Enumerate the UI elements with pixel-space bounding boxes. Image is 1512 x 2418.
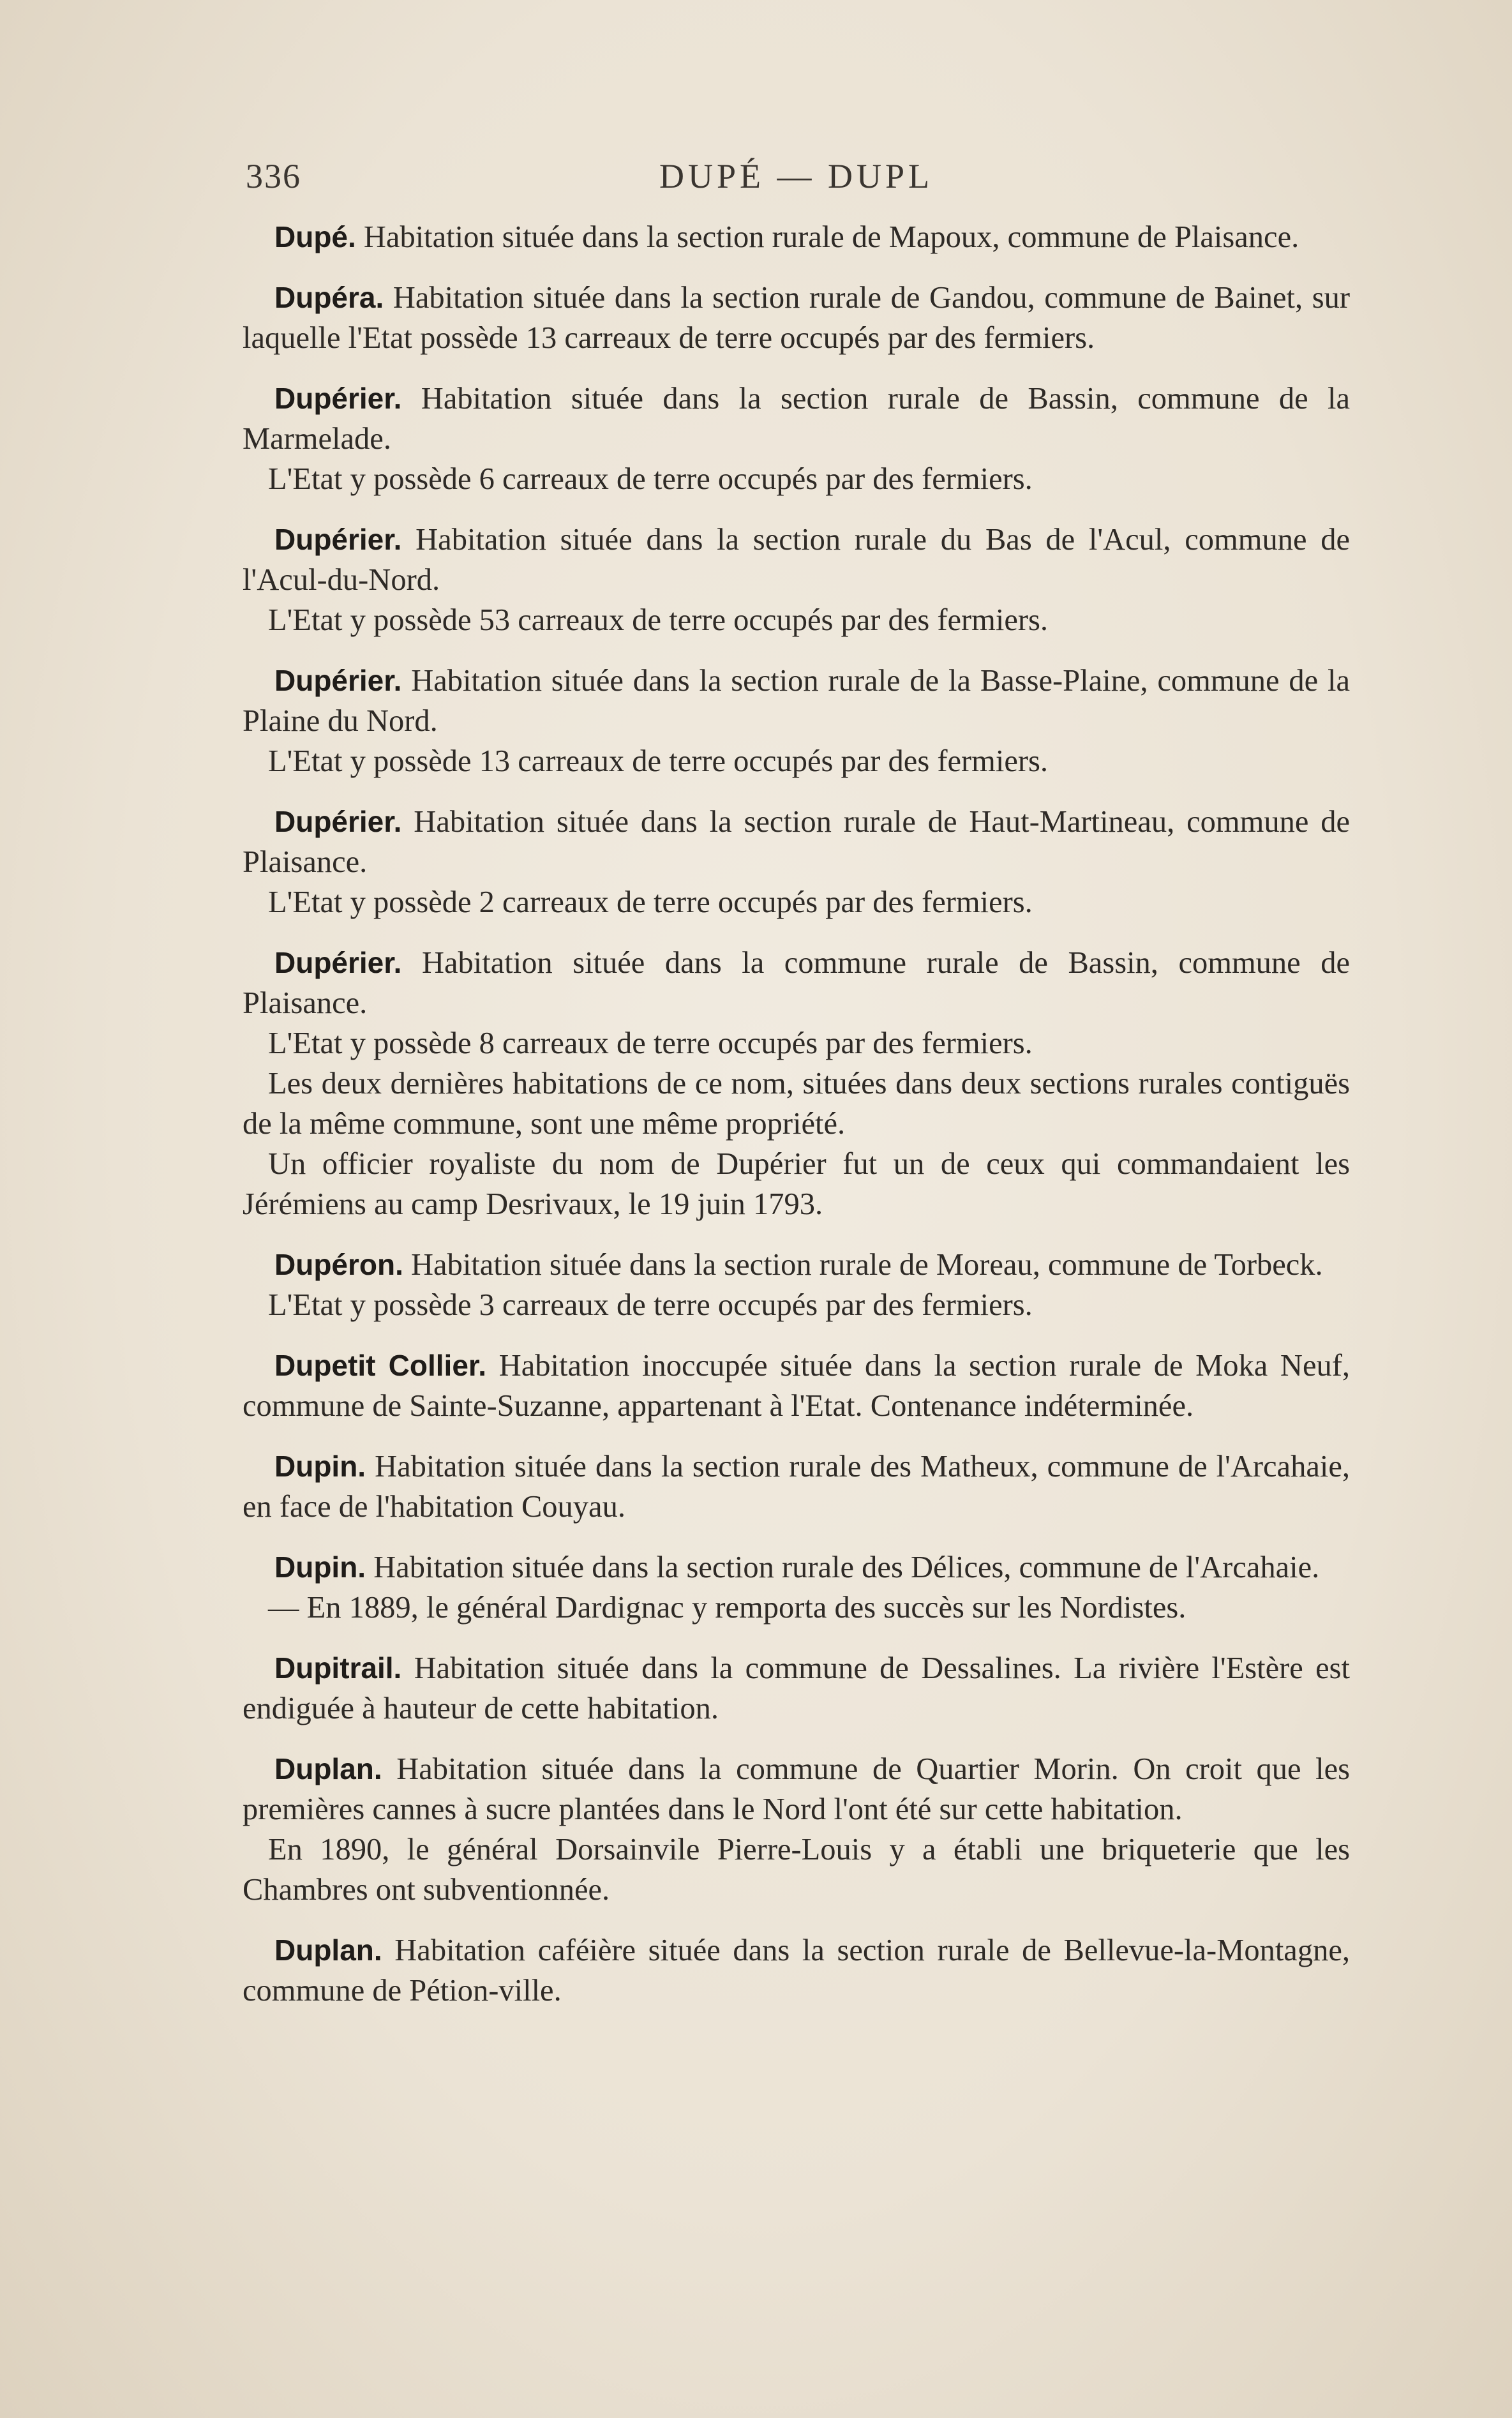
entry-headword: Duplan. [274,1934,382,1967]
dictionary-entries [243,217,1350,2031]
entry-text: Habitation située dans la section rurale de Bassin, commune de la Marmelade. [243,382,1351,456]
entry-first-paragraph [243,661,1350,741]
entry-headword: Dupin. [274,1450,366,1483]
dictionary-entry [243,278,1350,358]
entry-paragraph [243,1023,1350,1063]
entry-paragraph [243,882,1350,922]
entry-headword: Dupérier. [274,946,402,979]
entry-first-paragraph [243,1245,1350,1285]
entry-headword: Dupin. [274,1551,366,1584]
dictionary-entry [243,943,1350,1224]
entry-text: L'Etat y possède 53 carreaux de terre occupés par des fermiers. [268,603,1049,637]
entry-text: Habitation située dans la section rurale de Haut-Martineau, commune de Plaisance. [243,805,1350,879]
page-header [246,156,1347,207]
entry-text: Habitation située dans la section rurale de la Basse-Plaine, commune de la Plaine du Nord. [243,664,1350,738]
entry-text: Habitation située dans la section rurale de Mapoux, commune de Plaisance. [363,220,1299,254]
entry-paragraph [243,1063,1350,1144]
dictionary-entry [243,1547,1350,1628]
entry-headword: Dupéra. [274,281,384,314]
entry-text: Habitation située dans la commune de Dessalines. La rivière l'Estère est endiguée à hauteur de cette habitation. [243,1651,1350,1725]
dictionary-entry [243,1446,1350,1527]
entry-text: Habitation située dans la commune de Quartier Morin. On croit que les premières cannes à sucre plantées dans le Nord l'ont été sur cette habitation. [243,1752,1351,1826]
entry-text: L'Etat y possède 2 carreaux de terre occupés par des fermiers. [268,885,1033,919]
entry-text: Habitation caféière située dans la section rurale de Bellevue-la-Montagne, commune de Pétion-ville. [243,1934,1350,2008]
entry-paragraph [243,1285,1350,1325]
entry-text: L'Etat y possède 8 carreaux de terre occupés par des fermiers. [268,1026,1033,1060]
entry-text: Habitation située dans la section rurale du Bas de l'Acul, commune de l'Acul-du-Nord. [243,523,1351,597]
dictionary-entry [243,379,1350,499]
running-title: DUPÉ — DUPL [659,157,934,195]
entry-first-paragraph [243,520,1350,600]
entry-headword: Dupéron. [274,1248,403,1281]
entry-first-paragraph [243,1648,1350,1729]
entry-text: Habitation située dans la section rurale de Gandou, commune de Bainet, sur laquelle l'Etat possède 13 carreaux de terre occupés par des fermiers. [243,281,1351,355]
entry-text: L'Etat y possède 13 carreaux de terre occupés par des fermiers. [268,744,1049,778]
entry-text: — En 1889, le général Dardignac y remporta des succès sur les Nordistes. [268,1591,1186,1625]
entry-headword: Duplan. [274,1752,382,1785]
entry-text: Habitation inoccupée située dans la section rurale de Moka Neuf, commune de Sainte-Suzanne, appartenant à l'Etat. Contenance indéterminée. [243,1349,1351,1423]
entry-text: Les deux dernières habitations de ce nom, situées dans deux sections rurales contiguës de la même commune, sont une même propriété. [243,1067,1350,1141]
entry-paragraph [243,741,1350,781]
dictionary-entry [243,1648,1350,1729]
entry-first-paragraph [243,1346,1350,1426]
entry-first-paragraph [243,278,1350,358]
entry-first-paragraph [243,1547,1350,1588]
dictionary-entry [243,1749,1350,1910]
entry-headword: Dupérier. [274,664,402,697]
entry-first-paragraph [243,1930,1350,2011]
entry-text: Un officier royaliste du nom de Dupérier fut un de ceux qui commandaient les Jérémiens au camp Desrivaux, le 19 juin 1793. [243,1147,1350,1221]
entry-text: L'Etat y possède 6 carreaux de terre occupés par des fermiers. [268,462,1033,496]
entry-headword: Dupitrail. [274,1651,402,1685]
entry-first-paragraph [243,943,1350,1023]
entry-paragraph [243,1588,1350,1628]
entry-first-paragraph [243,802,1350,882]
dictionary-entry [243,1346,1350,1426]
page-number: 336 [246,157,301,195]
entry-text: Habitation située dans la commune rurale de Bassin, commune de Plaisance. [243,946,1351,1020]
entry-headword: Dupérier. [274,805,402,838]
entry-text: Habitation située dans la section rurale des Délices, commune de l'Arcahaie. [373,1551,1320,1584]
entry-headword: Dupé. [274,220,356,253]
entry-paragraph [243,1829,1350,1910]
entry-headword: Dupetit Collier. [274,1349,487,1382]
dictionary-entry [243,1245,1350,1325]
entry-text: Habitation située dans la section rurale des Matheux, commune de l'Arcahaie, en face de l'habitation Couyau. [243,1450,1350,1524]
entry-paragraph [243,600,1350,640]
entry-headword: Dupérier. [274,382,402,415]
dictionary-entry [243,802,1350,922]
dictionary-entry [243,661,1350,781]
entry-first-paragraph [243,379,1350,459]
entry-first-paragraph [243,1749,1350,1829]
entry-first-paragraph [243,1446,1350,1527]
entry-text: Habitation située dans la section rurale de Moreau, commune de Torbeck. [411,1248,1323,1282]
entry-text: En 1890, le général Dorsainvile Pierre-Louis y a établi une briqueterie que les Chambres ont subventionnée. [243,1833,1350,1907]
entry-text: L'Etat y possède 3 carreaux de terre occupés par des fermiers. [268,1288,1033,1322]
dictionary-entry [243,1930,1350,2011]
entry-paragraph [243,459,1350,499]
entry-first-paragraph [243,217,1350,257]
entry-paragraph [243,1144,1350,1224]
dictionary-entry [243,520,1350,640]
entry-headword: Dupérier. [274,523,402,556]
dictionary-entry [243,217,1350,257]
